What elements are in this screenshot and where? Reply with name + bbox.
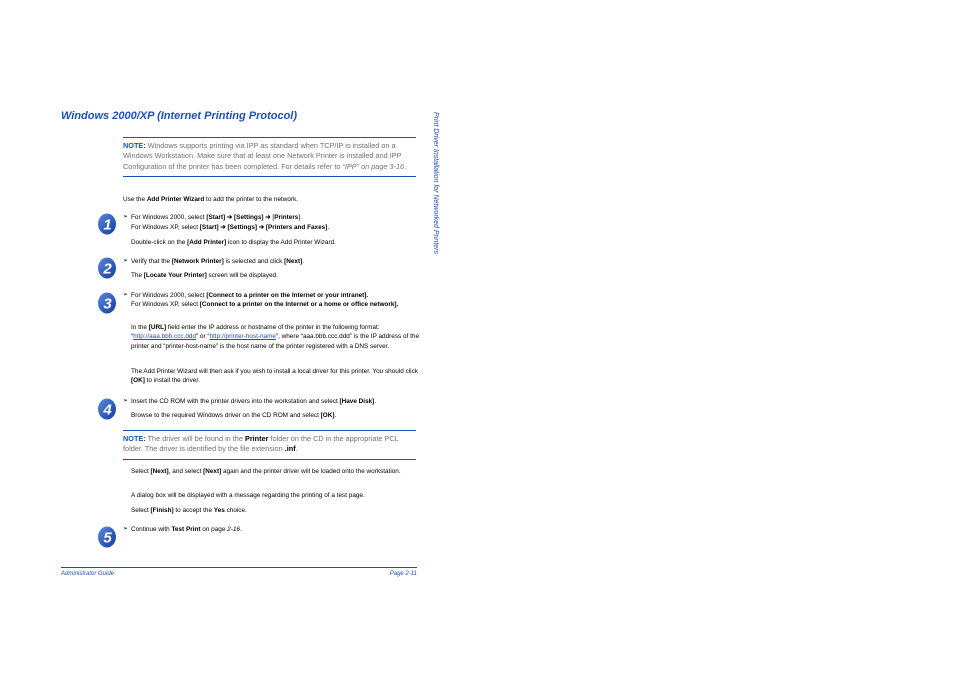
step-number-5-icon [97, 526, 117, 548]
step-number-4-digit: 4 [103, 401, 112, 419]
step-3-line-b [131, 300, 419, 309]
t: , and select [168, 468, 204, 475]
step-3-line-a [131, 291, 419, 300]
step-number-2-icon [97, 257, 117, 279]
step-3-url-paragraph [131, 323, 419, 351]
step-number-3-digit: 3 [103, 295, 112, 313]
t: Test Print [171, 526, 201, 533]
t: . [327, 223, 330, 231]
note-box-ipp [123, 137, 416, 177]
t: . [374, 398, 377, 405]
t: [Connect to a printer on the Internet or your intranet]. [206, 291, 369, 299]
step-4-line-b [131, 411, 419, 420]
t: [ [272, 214, 275, 221]
step-number-3-icon [97, 292, 117, 314]
after-note-dialog-paragraph: A dialog box will be displayed with a message regarding the printing of a test page. [131, 491, 365, 499]
t: field enter the IP address or hostname of the printer in the following format: “ [131, 324, 380, 341]
t: folder on the CD in the appropriate PCL folder. The driver is identified by the file extension [123, 434, 399, 454]
t: Printer [244, 434, 269, 443]
t: to accept the [173, 506, 214, 514]
intro-post: to add the printer to the network. [204, 196, 299, 203]
footer-rule [61, 567, 417, 568]
t: [Settings] [234, 214, 264, 221]
t: choice. [224, 506, 247, 514]
intro-pre: Use the [123, 196, 147, 203]
t: For Windows XP, select [131, 301, 200, 308]
intro-bold: Add Printer Wizard [146, 196, 205, 203]
note-label: NOTE: [123, 434, 146, 443]
t: Double-click on the [131, 238, 188, 246]
t: [Start] [206, 214, 226, 221]
t: [Network Printer] [171, 257, 224, 265]
step-number-2-digit: 2 [103, 260, 112, 278]
t: . [334, 411, 337, 419]
note-label: NOTE: [123, 141, 146, 150]
step-3-driver-paragraph [131, 367, 419, 386]
t: Browse to the required Windows driver on the CD ROM and select [131, 411, 321, 419]
t: [Next] [150, 468, 169, 475]
t: . [295, 444, 298, 454]
t: is selected and click [223, 257, 285, 265]
hostname-url-link[interactable]: http://printer-host-name [209, 333, 276, 341]
t: [Printers and Faxes] [265, 223, 328, 231]
step-1-line-a [131, 213, 419, 222]
t: Select [131, 468, 151, 475]
t: screen will be displayed. [206, 271, 278, 279]
t: [Connect to a printer on the Internet or a home or office network] [199, 301, 397, 308]
step-2-line-b [131, 271, 419, 280]
t: For Windows 2000, select [131, 291, 207, 299]
t: [Finish] [150, 506, 174, 514]
t: [Start] [199, 223, 219, 231]
t: 2-16 [227, 526, 240, 533]
t: Yes [213, 506, 225, 514]
t: In the [131, 324, 149, 331]
step-2-line-a [131, 257, 419, 266]
intro-text [123, 195, 423, 204]
bullet-icon: ➢ [123, 526, 129, 532]
ip-url-link[interactable]: http://aaa.bbb.ccc.ddd [133, 333, 197, 341]
t: [OK] [320, 411, 335, 419]
t: [Add Printer] [187, 238, 227, 246]
note-reference: “IPP” on page 3-16 [342, 161, 405, 171]
bullet-icon: ➢ [123, 291, 129, 298]
footer-guide-title: Administrator Guide [61, 571, 115, 577]
t: Insert the CD ROM with the printer drivers into the workstation and select [131, 398, 340, 405]
step-1-line-c [131, 238, 419, 247]
t: [URL] [148, 324, 167, 331]
t: Printers [274, 214, 299, 221]
arrow-icon: ➔ [225, 214, 235, 221]
t: .inf [284, 444, 296, 454]
t: [OK] [131, 377, 145, 385]
t: on page [200, 526, 228, 533]
t: again and the printer driver will be loaded onto the workstation. [221, 468, 401, 475]
step-number-1-digit: 1 [103, 216, 112, 234]
t: The Add Printer Wizard will then ask if you wish to install a local driver for this printer. You should click [131, 368, 418, 375]
after-note-next-paragraph [131, 467, 419, 476]
bullet-icon: ➢ [123, 214, 129, 220]
section-heading: Windows 2000/XP (Internet Printing Protocol) [61, 110, 298, 122]
t: Verify that the [131, 257, 172, 265]
t: Continue with [131, 526, 172, 533]
arrow-icon: ➔ [263, 214, 273, 221]
t: . [239, 526, 242, 533]
t: [Settings] [227, 223, 257, 231]
t: ]. [298, 214, 302, 221]
t: . [396, 301, 399, 308]
step-number-5-digit: 5 [103, 529, 112, 547]
step-5-line-a [131, 525, 419, 534]
step-1-line-b [131, 223, 419, 232]
arrow-icon: ➔ [257, 223, 266, 231]
step-number-4-icon [97, 398, 117, 420]
t: . [302, 257, 304, 265]
t: [Locate Your Printer] [143, 271, 207, 279]
t: ”, where “aaa.bbb.ccc.ddd” is the IP address of the printer and “printer-host-name” is the host name of the printer registered with a DNS server. [131, 333, 419, 350]
note-text: Windows supports printing via IPP as standard when TCP/IP is installed on a Windows Workstation. Make sure that at least one Network Printer is installed and IPP Configuration of the printer has been completed. For details refer to [123, 141, 402, 171]
t: [Next] [203, 468, 222, 475]
bullet-icon: ➢ [123, 398, 129, 404]
t: [Have Disk] [339, 398, 375, 405]
t: Select [131, 506, 151, 514]
footer-page-number: Page 2-11 [389, 571, 417, 577]
step-number-1-icon [97, 213, 117, 235]
t: For Windows XP, select [131, 223, 200, 231]
t: icon to display the Add Printer Wizard. [226, 238, 336, 246]
t: The driver will be found in the [145, 434, 245, 443]
step-4-line-a [131, 397, 419, 406]
t: The [131, 271, 144, 279]
note-box-driver [123, 430, 416, 460]
arrow-icon: ➔ [218, 223, 228, 231]
t: to install the driver. [144, 377, 200, 385]
t: [Next] [284, 257, 303, 265]
note-end: . [404, 161, 407, 171]
after-note-finish-paragraph [131, 506, 419, 515]
bullet-icon: ➢ [123, 257, 129, 264]
t: ” or “ [196, 333, 210, 341]
t: For Windows 2000, select [131, 214, 207, 221]
